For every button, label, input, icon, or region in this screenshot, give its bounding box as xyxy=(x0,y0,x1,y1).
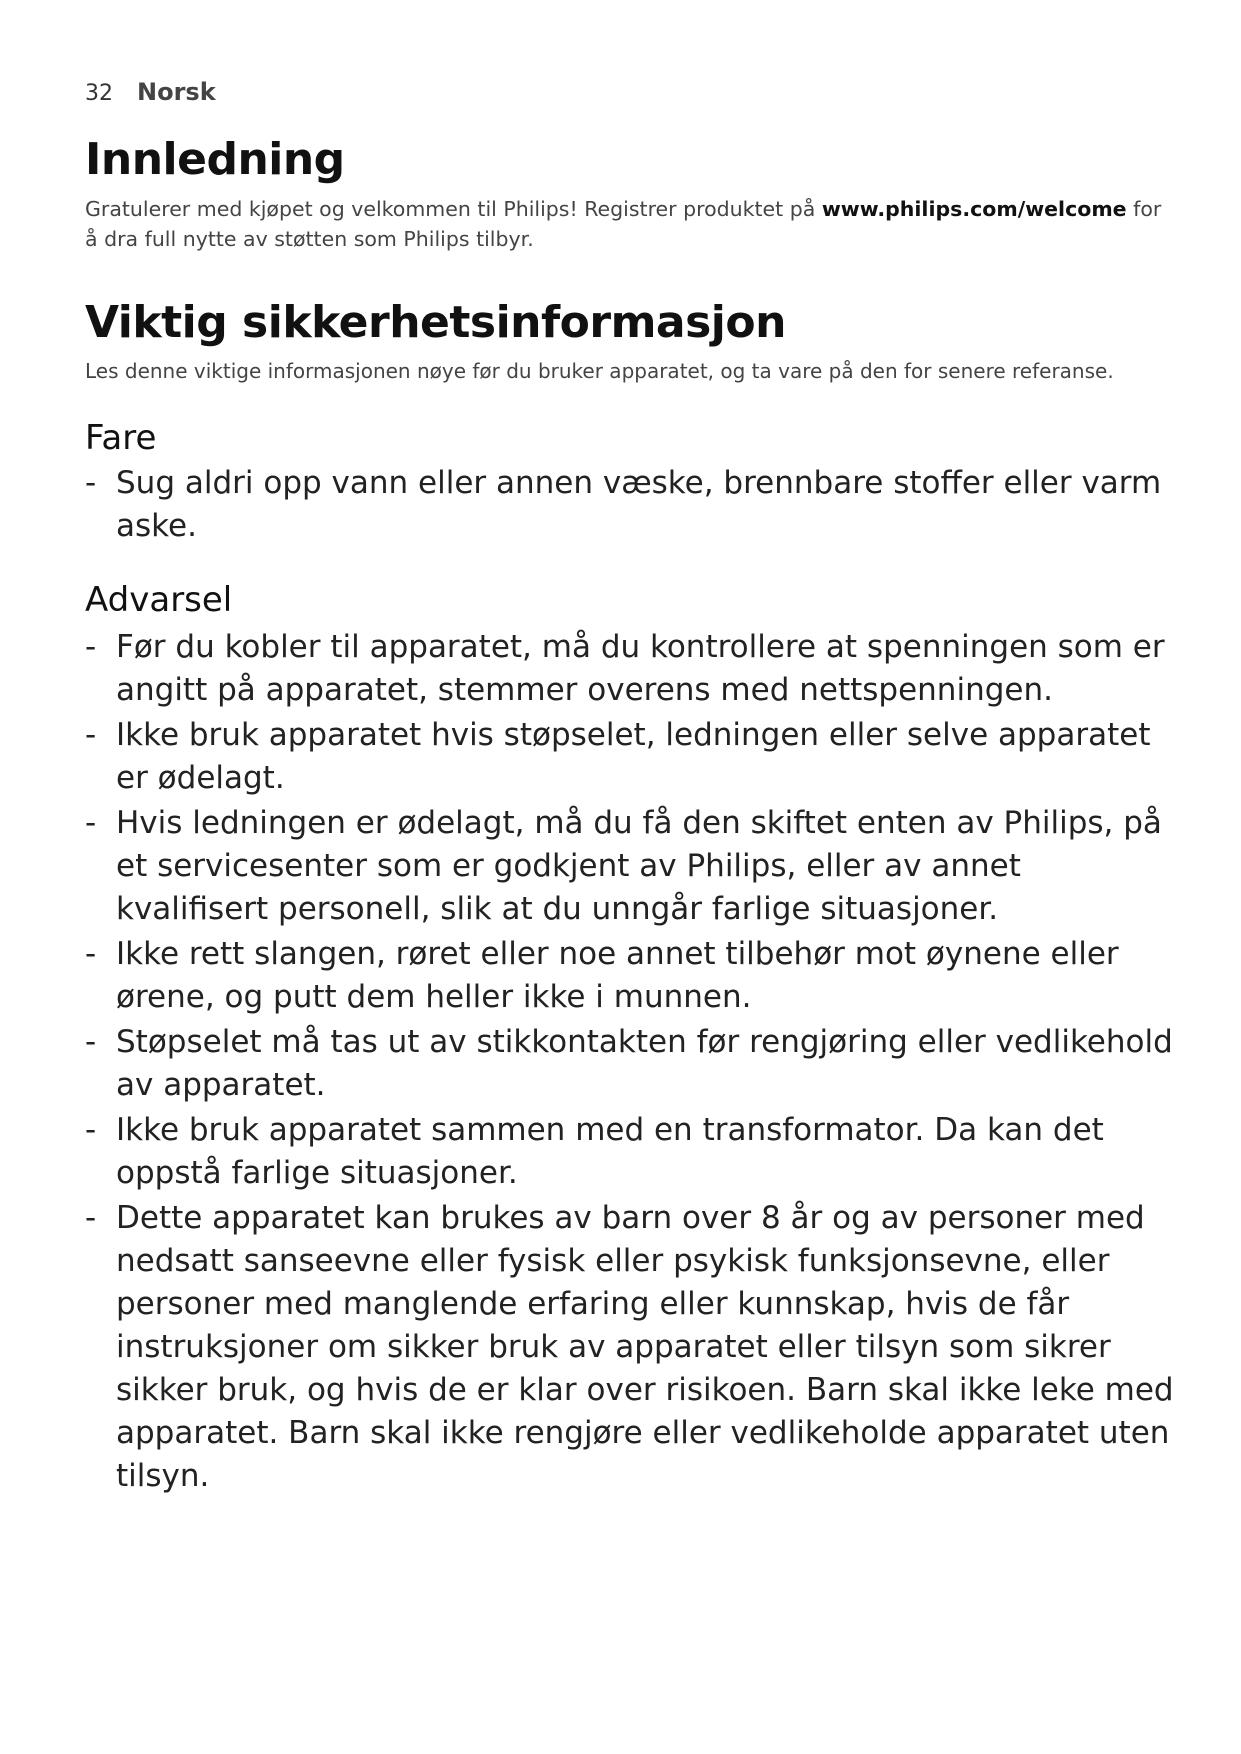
warning-item xyxy=(85,933,1175,1019)
warning-item xyxy=(85,1109,1175,1195)
list-dash: - xyxy=(85,1200,97,1236)
warning-item-text: Ikke bruk apparatet hvis støpselet, ledningen eller selve apparatet er ødelagt. xyxy=(116,717,1151,796)
danger-item-text: Sug aldri opp vann eller annen væske, brennbare stoffer eller varm aske. xyxy=(116,465,1162,544)
warning-item xyxy=(85,626,1175,712)
warning-item xyxy=(85,714,1175,800)
page-number: 32 xyxy=(85,81,113,106)
warning-item-text: Dette apparatet kan brukes av barn over 8 år og av personer med nedsatt sanseevne eller fysisk eller psykisk funksjonsevne, eller personer med manglende erfaring eller kunnskap, hvis de får instruksjoner om sikker bruk av apparatet eller tilsyn som sikrer sikker bruk, og hvis de er klar over risikoen. Barn skal ikke leke med apparatet. Barn skal ikke rengjøre eller vedlikeholde apparatet uten tilsyn. xyxy=(116,1200,1174,1494)
warning-list xyxy=(85,626,1175,1500)
list-dash: - xyxy=(85,936,97,972)
list-dash: - xyxy=(85,1112,97,1148)
list-dash: - xyxy=(85,717,97,753)
warning-item-text: Hvis ledningen er ødelagt, må du få den skiftet enten av Philips, på et servicesenter som er godkjent av Philips, eller av annet kvalifisert personell, slik at du unngår farlige situasjoner. xyxy=(116,805,1162,927)
warning-item-text: Før du kobler til apparatet, må du kontrollere at spenningen som er angitt på apparatet, stemmer overens med nettspenningen. xyxy=(116,629,1165,708)
warning-item xyxy=(85,1021,1175,1107)
list-dash: - xyxy=(85,805,97,841)
warning-item xyxy=(85,1197,1175,1498)
introduction-text-start: Gratulerer med kjøpet og velkommen til Philips! Registrer produktet på xyxy=(85,197,822,221)
warning-item-text: Støpselet må tas ut av stikkontakten før rengjøring eller vedlikehold av apparatet. xyxy=(116,1024,1173,1103)
running-head xyxy=(85,78,216,106)
list-dash: - xyxy=(85,465,97,501)
danger-heading: Fare xyxy=(85,418,157,458)
list-dash: - xyxy=(85,629,97,665)
introduction-text-end: for å dra full nytte av støtten som Philips tilbyr. xyxy=(85,197,1162,251)
welcome-link[interactable]: www.philips.com/welcome xyxy=(821,197,1127,221)
safety-text: Les denne viktige informasjonen nøye før du bruker apparatet, og ta vare på den for senere referanse. xyxy=(85,359,1114,383)
warning-item-text: Ikke rett slangen, røret eller noe annet tilbehør mot øynene eller ørene, og putt dem heller ikke i munnen. xyxy=(116,936,1119,1015)
danger-item xyxy=(85,462,1175,548)
language-label: Norsk xyxy=(137,78,216,106)
introduction-heading: Innledning xyxy=(85,134,345,185)
danger-list xyxy=(85,462,1175,550)
warning-item-text: Ikke bruk apparatet sammen med en transformator. Da kan det oppstå farlige situasjoner. xyxy=(116,1112,1104,1191)
warning-heading: Advarsel xyxy=(85,580,233,620)
warning-item xyxy=(85,802,1175,931)
introduction-text xyxy=(85,194,1175,254)
list-dash: - xyxy=(85,1024,97,1060)
safety-heading: Viktig sikkerhetsinformasjon xyxy=(85,297,786,348)
